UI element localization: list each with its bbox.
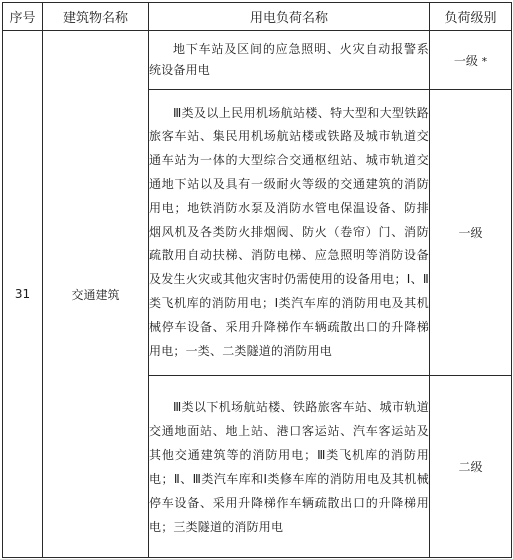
header-seq: 序号 bbox=[3, 3, 43, 31]
seq-cell: 31 bbox=[3, 31, 43, 558]
load-description: Ⅲ类以下机场航站楼、铁路旅客车站、城市轨道交通地面站、地上站、港口客运站、汽车客运站及其他交通建筑等的消防用电；Ⅲ类飞机库的消防用电；Ⅱ、Ⅲ类汽车库和Ⅰ类修车库的消防用电及其机械停车设备、采用升降梯作车辆疏散出口的升降梯用电；三类隧道的消防用电 bbox=[149, 399, 429, 534]
load-level-mark: * bbox=[481, 54, 488, 68]
load-description-cell bbox=[149, 90, 430, 376]
load-description-cell bbox=[149, 31, 430, 90]
header-load-name: 用电负荷名称 bbox=[149, 3, 430, 31]
table-row bbox=[3, 31, 512, 90]
load-level-cell bbox=[430, 31, 512, 90]
load-classification-table bbox=[2, 2, 512, 558]
header-load-level: 负荷级别 bbox=[430, 3, 512, 31]
load-level-cell bbox=[430, 376, 512, 558]
load-description: Ⅲ类及以上民用机场航站楼、特大型和大型铁路旅客车站、集民用机场航站楼或铁路及城市轨道交通车站为一体的大型综合交通枢纽站、城市轨道交通地下站以及具有一级耐火等级的交通建筑的消防用电；地铁消防水泵及消防水管电保温设备、防排烟风机及各类防火排烟阀、防火（卷帘）门、消防疏散用自动扶梯、消防电梯、应急照明等消防设备及发生火灾或其他灾害时仍需使用的设备用电；Ⅰ、Ⅱ类飞机库的消防用电；Ⅰ类汽车库的消防用电及其机械停车设备、采用升降梯作车辆疏散出口的升降梯用电；一类、二类隧道的消防用电 bbox=[149, 105, 429, 358]
building-name-cell: 交通建筑 bbox=[43, 31, 149, 558]
load-level: 二级 bbox=[458, 460, 483, 474]
header-building-name: 建筑物名称 bbox=[43, 3, 149, 31]
load-description: 地下车站及区间的应急照明、火灾自动报警系统设备用电 bbox=[149, 42, 429, 77]
load-level: 一级 bbox=[458, 226, 483, 240]
load-level-cell bbox=[430, 90, 512, 376]
load-description-cell bbox=[149, 376, 430, 558]
header-row bbox=[3, 3, 512, 31]
load-level: 一级 bbox=[453, 53, 478, 68]
